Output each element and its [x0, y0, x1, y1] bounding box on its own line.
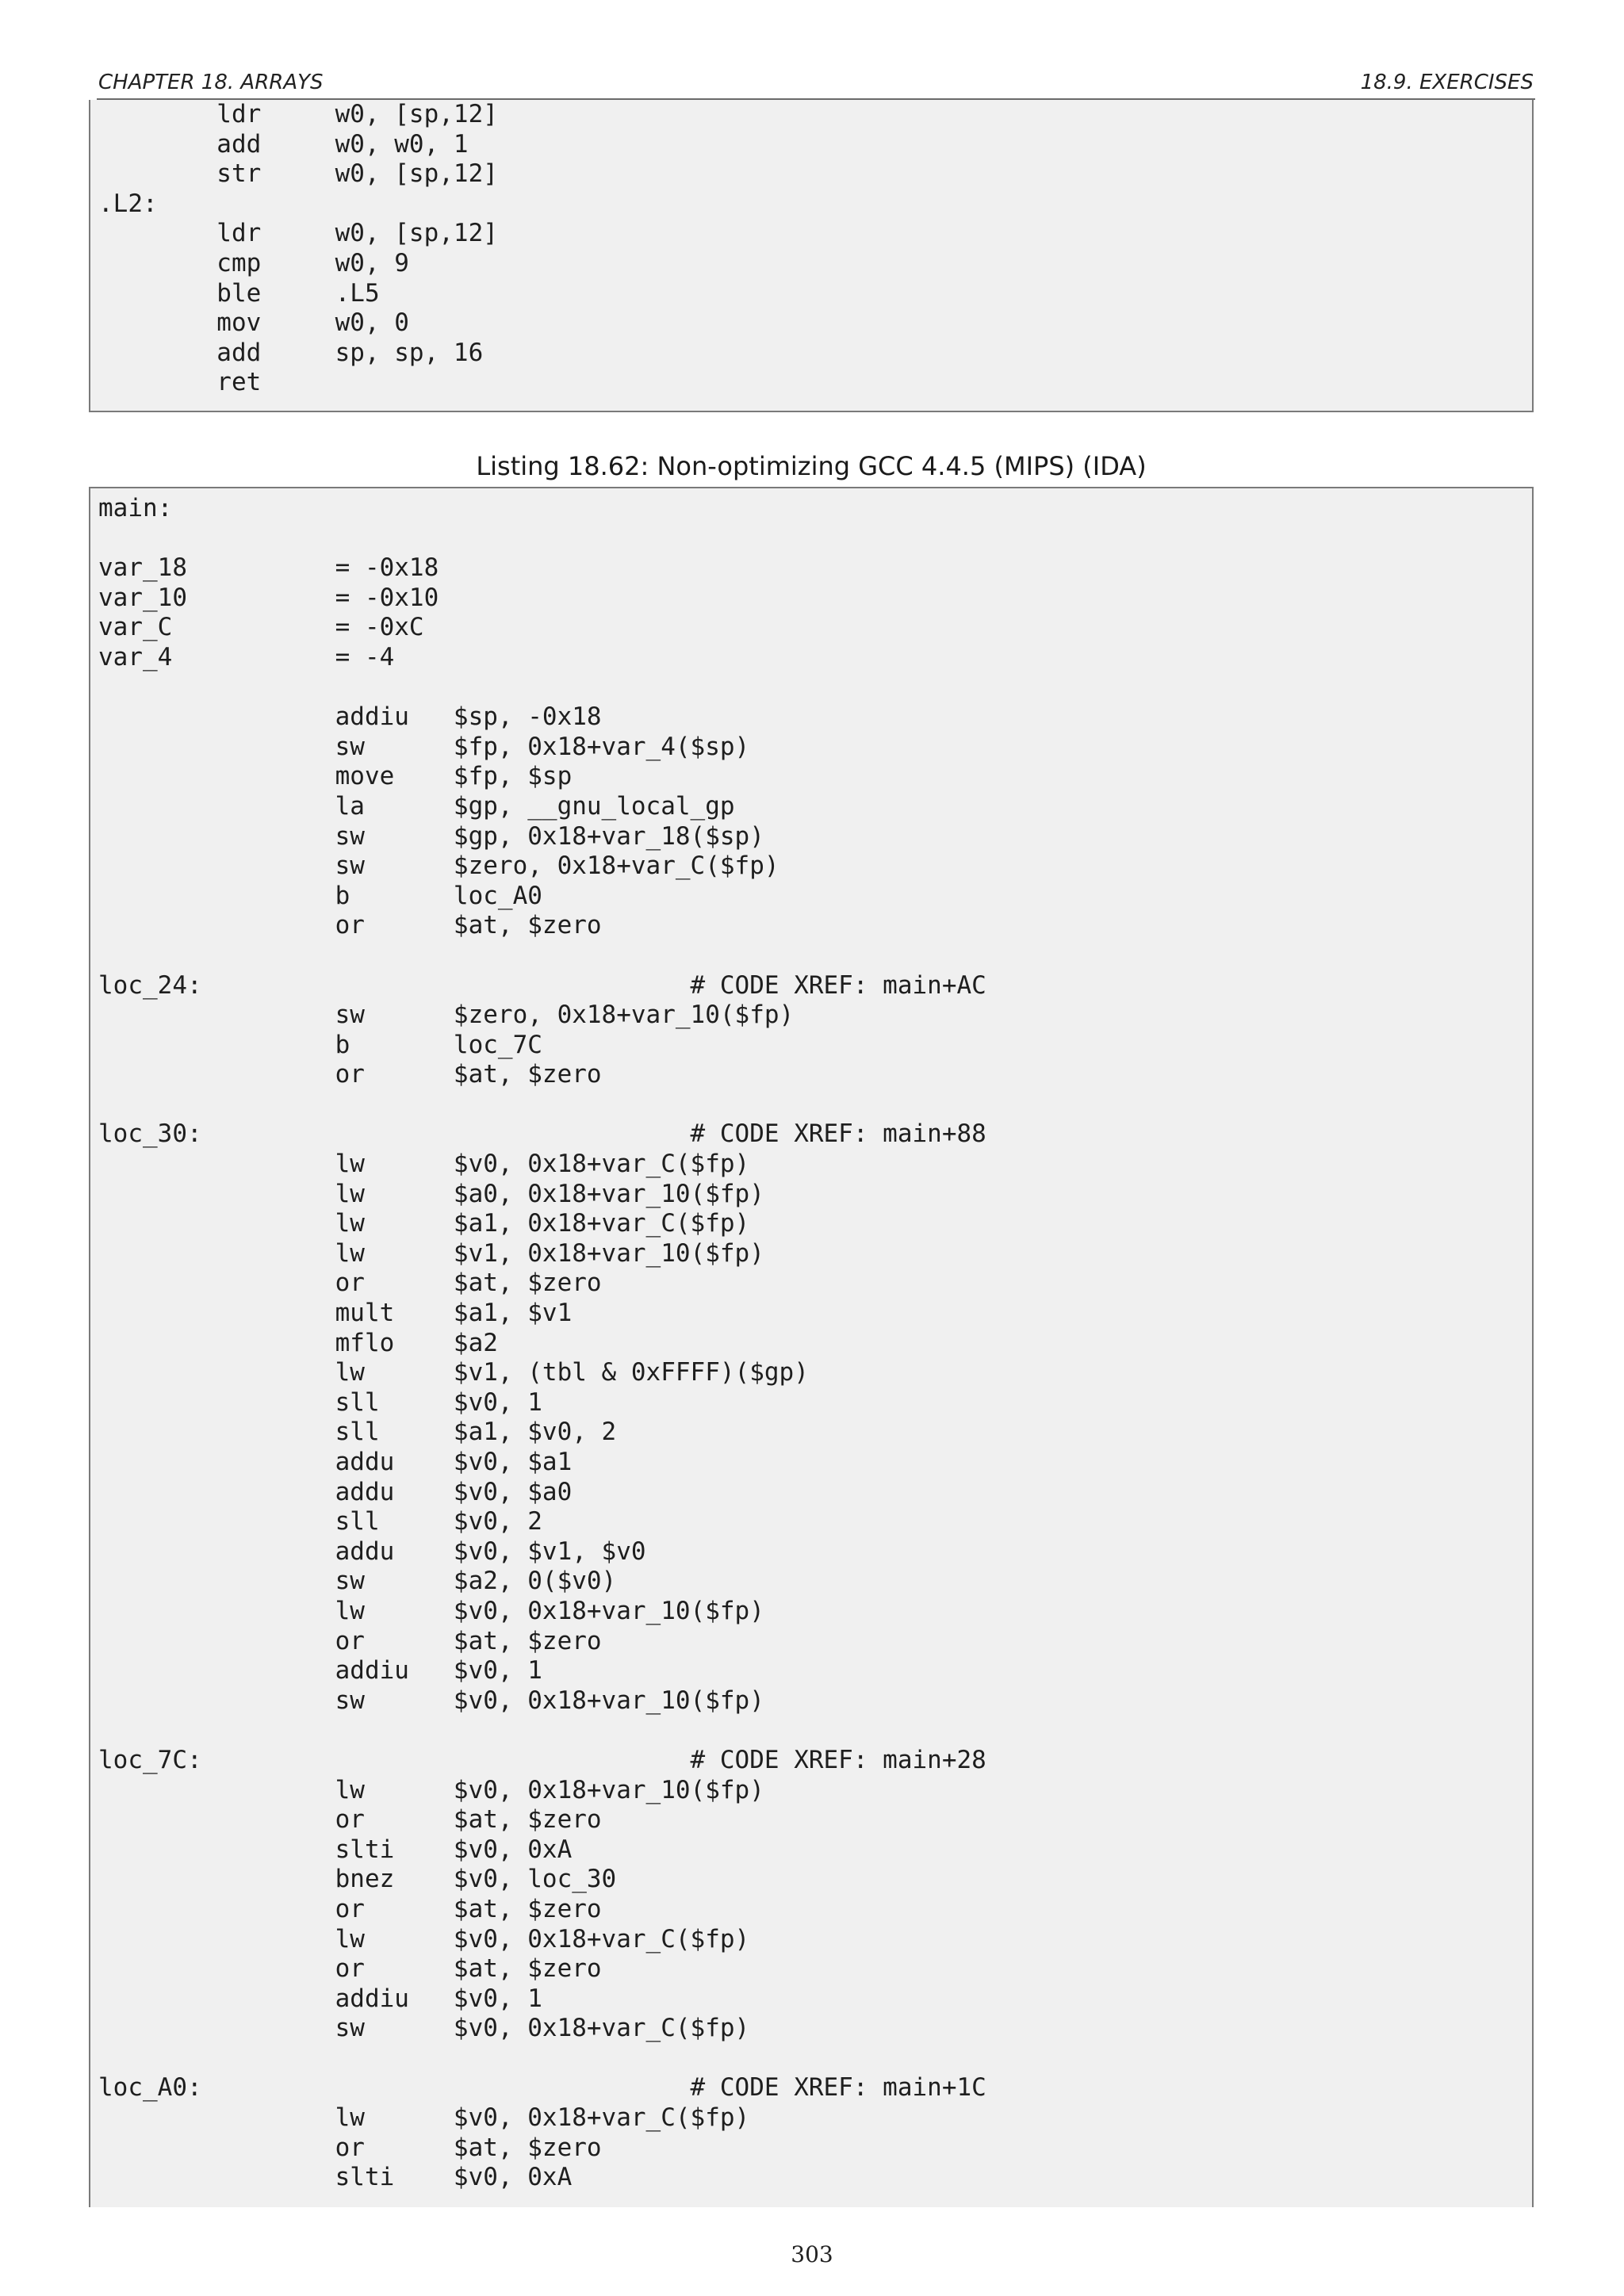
code-listing-mips — [89, 487, 1534, 2207]
section-title: 18.9. EXERCISES — [1360, 71, 1534, 94]
code-text: main: var_18 = -0x18 var_10 = -0x10 var_C = -0xC var_4 = -4 addiu $sp, -0x18 sw $fp, 0x18+var_4($sp) move $fp, $sp la $gp, __gnu_local_gp sw $gp, 0x18+var_18($sp) sw $zero, 0x18+var_C($fp) b loc_A0 or $at, $zero loc_24: # CODE XREF: main+AC sw $zero, 0x18+var_10($fp) b loc_7C or $at, $zero loc_30: # CODE XREF: main+88 lw $v0, 0x18+var_C($fp) lw $a0, 0x18+var_10($fp) lw $a1, 0x18+var_C($fp) lw $v1, 0x18+var_10($fp) or $at, $zero mult $a1, $v1 mflo $a2 lw $v1, (tbl & 0xFFFF)($gp) sll $v0, 1 sll $a1, $v0, 2 addu $v0, $a1 addu $v0, $a0 sll $v0, 2 addu $v0, $v1, $v0 sw $a2, 0($v0) lw $v0, 0x18+var_10($fp) or $at, $zero addiu $v0, 1 sw $v0, 0x18+var_10($fp) loc_7C: # CODE XREF: main+28 lw $v0, 0x18+var_10($fp) or $at, $zero slti $v0, 0xA bnez $v0, loc_30 or $at, $zero lw $v0, 0x18+var_C($fp) or $at, $zero addiu $v0, 1 sw $v0, 0x18+var_C($fp) loc_A0: # CODE XREF: main+1C lw $v0, 0x18+var_C($fp) or $at, $zero slti $v0, 0xA — [98, 494, 986, 2192]
page-number: 303 — [791, 2241, 833, 2267]
code-text: ldr w0, [sp,12] add w0, w0, 1 str w0, [sp,12] .L2: ldr w0, [sp,12] cmp w0, 9 ble .L5 mov w0, 0 add sp, sp, 16 ret — [98, 100, 498, 397]
code-listing-continued — [89, 100, 1534, 412]
running-header — [97, 67, 1535, 100]
listing-caption: Listing 18.62: Non-optimizing GCC 4.4.5 (MIPS) (IDA) — [476, 451, 1147, 481]
chapter-title: CHAPTER 18. ARRAYS — [98, 71, 324, 94]
